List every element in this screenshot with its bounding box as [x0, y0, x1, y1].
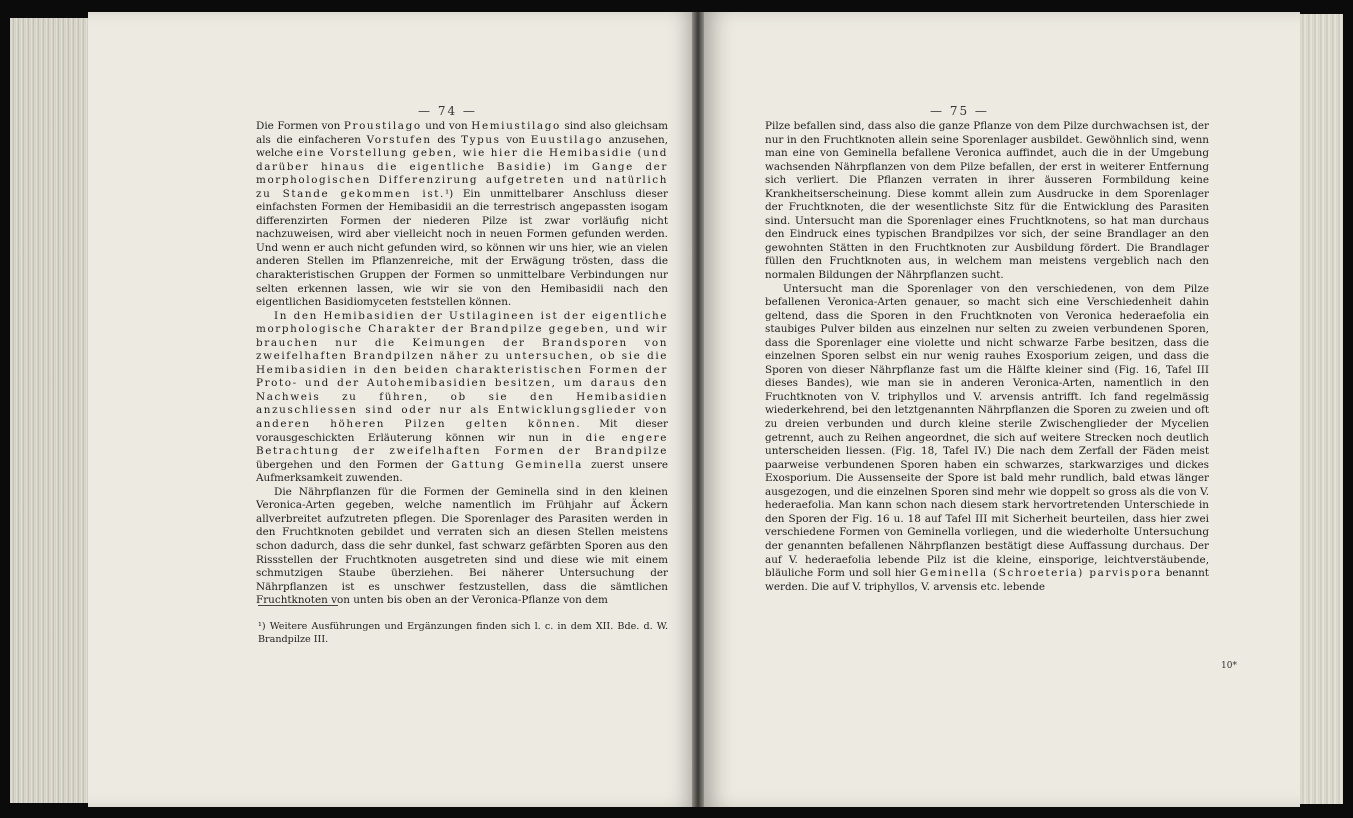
spaced-emphasis: Hemiustilago	[471, 120, 561, 132]
spaced-emphasis: Proustilago	[343, 120, 422, 132]
spaced-emphasis: Typus	[461, 133, 501, 146]
spaced-emphasis: Vorstufen	[366, 133, 432, 146]
spaced-emphasis: In den Hemibasidien der Ustilagineen ist der eigentliche morphologische Charakter der Brandpilze gegeben, und wir brauchen nur die Keimungen der Brandsporen von zweifelhaften Brandpilzen näher zu untersuchen, ob sie die Hemibasidien in den beiden charakteristischen Formen der Proto- und der Autohemibasidien besitzen, um daraus den Nachweis zu führen, ob sie den Hemibasidien anzuschliessen sind oder nur als Entwicklungsglieder von anderen höheren Pilzen gelten können.	[256, 309, 668, 431]
spaced-emphasis: Gattung Geminella	[451, 458, 583, 471]
left-page-paragraph: Die Nährpflanzen für die Formen der Geminella sind in den kleinen Veronica-Arten gegeben, welche namentlich im Frühjahr auf Äckern allverbreitet aufzutreten pflegen. Die Sporenlager des Parasiten werden in den Fruchtknoten gebildet und verraten sich an diesen Stellen meistens schon dadurch, dass die sehr dunkel, fast schwarz gefärbten Sporen aus den Rissstellen der Fruchtknoten ausgetreten sind und diese wie mit einem schmutzigen Staube überziehen. Bei näherer Untersuchung der Nährpflanzen ist es unschwer festzustellen, dass die sämtlichen Fruchtknoten von unten bis oben an der Veronica-Pflanze von dem	[256, 485, 668, 607]
right-page-paragraph: Pilze befallen sind, dass also die ganze Pflanze von dem Pilze durchwachsen ist, der nur in den Fruchtknoten allein seine Sporenlager ausbildet. Gewöhnlich sind, wenn man eine von Geminella befallene Veronica auffindet, auch die in der Umgebung wachsenden Nährpflanzen von dem Pilze befallen, der erst in weiterer Entfernung sich verliert. Die Pflanzen verraten in ihrer äusseren Formbildung keine Krankheitserscheinung. Diese kommt allein zum Ausdrucke in dem Sporenlager der Fruchtknoten, die der wesentlichste Sitz für die Entwicklung des Parasiten sind. Untersucht man die Sporenlager eines Fruchtknotens, so hat man durchaus den Eindruck eines typischen Brandpilzes vor sich, der seine Brandlager an den gewohnten Stätten in den Fruchtknoten zur Ausbildung fördert. Die Brandlager füllen den Fruchtknoten aus, in welchem man meistens vergeblich nach den normalen Bildungen der Nährpflanzen sucht.	[765, 120, 1209, 282]
spaced-emphasis: eine Vorstellung geben, wie hier die Hemibasidie (und darüber hinaus die eigentliche Basidie) im Gange der morphologischen Differenzirung aufgetreten und natürlich zu Stande gekommen ist.	[256, 147, 669, 200]
left-page-number: — 74 —	[418, 104, 477, 118]
signature-mark: 10*	[1221, 661, 1237, 671]
right-page-body	[765, 120, 1209, 594]
spaced-emphasis: die engere Betrachtung der zweifelhaften Formen der Brandpilze	[256, 431, 668, 458]
right-page-number: — 75 —	[930, 104, 989, 118]
left-page-paragraph: Die Formen von Proustilago und von Hemiustilago sind also gleichsam als die einfacheren Vorstufen des Typus von Euustilago anzusehen, welche eine Vorstellung geben, wie hier die Hemibasidie (und darüber hinaus die eigentliche Basidie) im Gange der morphologischen Differenzirung aufgetreten und natürlich zu Stande gekommen ist.¹) Ein unmittelbarer Anschluss dieser einfachsten Formen der Hemibasidii an die terrestrisch angepassten isogam differenzirten Formen der niederen Pilze ist zwar vorläufig nicht nachzuweisen, wird aber vielleicht noch in neuen Formen gefunden werden. Und wenn er auch nicht gefunden wird, so können wir uns hier, wie an vielen anderen Stellen im Pflanzenreiche, mit der Erwägung trösten, dass die charakteristischen Gruppen der Formen so unmittelbare Verbindungen nur selten erkennen lassen, wie wir sie von den Hemibasidii nach den eigentlichen Basidiomyceten feststellen können.	[256, 120, 669, 309]
footnote-rule	[258, 605, 338, 606]
book-gutter	[692, 12, 704, 807]
right-page-paragraph: Untersucht man die Sporenlager von den verschiedenen, von dem Pilze befallenen Veronica-Arten genauer, so macht sich eine Verschiedenheit dahin geltend, dass die Sporen in den Fruchtknoten von Veronica hederaefolia ein staubiges Pulver bilden aus einzelnen nur selten zu zweien verbundenen Sporen, dass die Sporenlager eine violette und nicht schwarze Farbe besitzen, dass die einzelnen Sporen selbst ein nur wenig rauhes Exosporium zeigen, und dass die Sporen von dieser Nährpflanze fast um die Hälfte kleiner sind (Fig. 16, Tafel III dieses Bandes), wie man sie in anderen Veronica-Arten, namentlich in den Fruchtknoten von V. triphyllos und V. arvensis antrifft. Ich fand regelmässig wiederkehrend, bei den letztgenannten Nährpflanzen die Sporen zu zweien und oft zu dreien verbunden und durch kleine sterile Zwischenglieder der Mycelien getrennt, auch zu Reihen angeordnet, die sich auf weitere Strecken noch deutlich unterscheiden liessen. (Fig. 18, Tafel IV.) Die nach dem Zerfall der Fäden meist paarweise verbundenen Sporen haben ein schwarzes, starkwarziges und dickes Exosporium. Die Aussenseite der Spore ist bald mehr rundlich, bald etwas länger ausgezogen, und die einzelnen Sporen sind mehr wie doppelt so gross als die von V. hederaefolia. Man kann schon nach diesem stark hervortretenden Unterschiede in den Sporen der Fig. 16 u. 18 auf Tafel III mit Sicherheit beurteilen, dass hier zwei verschiedene Formen von Geminella vorliegen, und die wiederholte Untersuchung der genannten befallenen Nährpflanzen bestätigt diese Auffassung durchaus. Der auf V. hederaefolia lebende Pilz ist die kleine, einsporige, leichtverstäubende, bläuliche Form und soll hier Geminella (Schroeteria) parvispora benannt werden. Die auf V. triphyllos, V. arvensis etc. lebende	[765, 282, 1209, 593]
left-page-paragraph: In den Hemibasidien der Ustilagineen ist der eigentliche morphologische Charakter der Brandpilze gegeben, und wir brauchen nur die Keimungen der Brandsporen von zweifelhaften Brandpilzen näher zu untersuchen, ob sie die Hemibasidien in den beiden charakteristischen Formen der Proto- und der Autohemibasidien besitzen, um daraus den Nachweis zu führen, ob sie den Hemibasidien anzuschliessen sind oder nur als Entwicklungsglieder von anderen höheren Pilzen gelten können. Mit dieser vorausgeschickten Erläuterung können wir nun in die engere Betrachtung der zweifelhaften Formen der Brandpilze übergehen und den Formen der Gattung Geminella zuerst unsere Aufmerksamkeit zuwenden.	[256, 309, 668, 485]
spaced-emphasis: Euustilago	[530, 133, 603, 146]
left-page-body	[256, 120, 668, 608]
book-page-edges-right	[1295, 14, 1343, 804]
footnote: ¹) Weitere Ausführungen und Ergänzungen finden sich l. c. in dem XII. Bde. d. W. Brandpilze III.	[258, 621, 668, 645]
spaced-emphasis: Geminella (Schroeteria) parvispora	[919, 567, 1162, 580]
